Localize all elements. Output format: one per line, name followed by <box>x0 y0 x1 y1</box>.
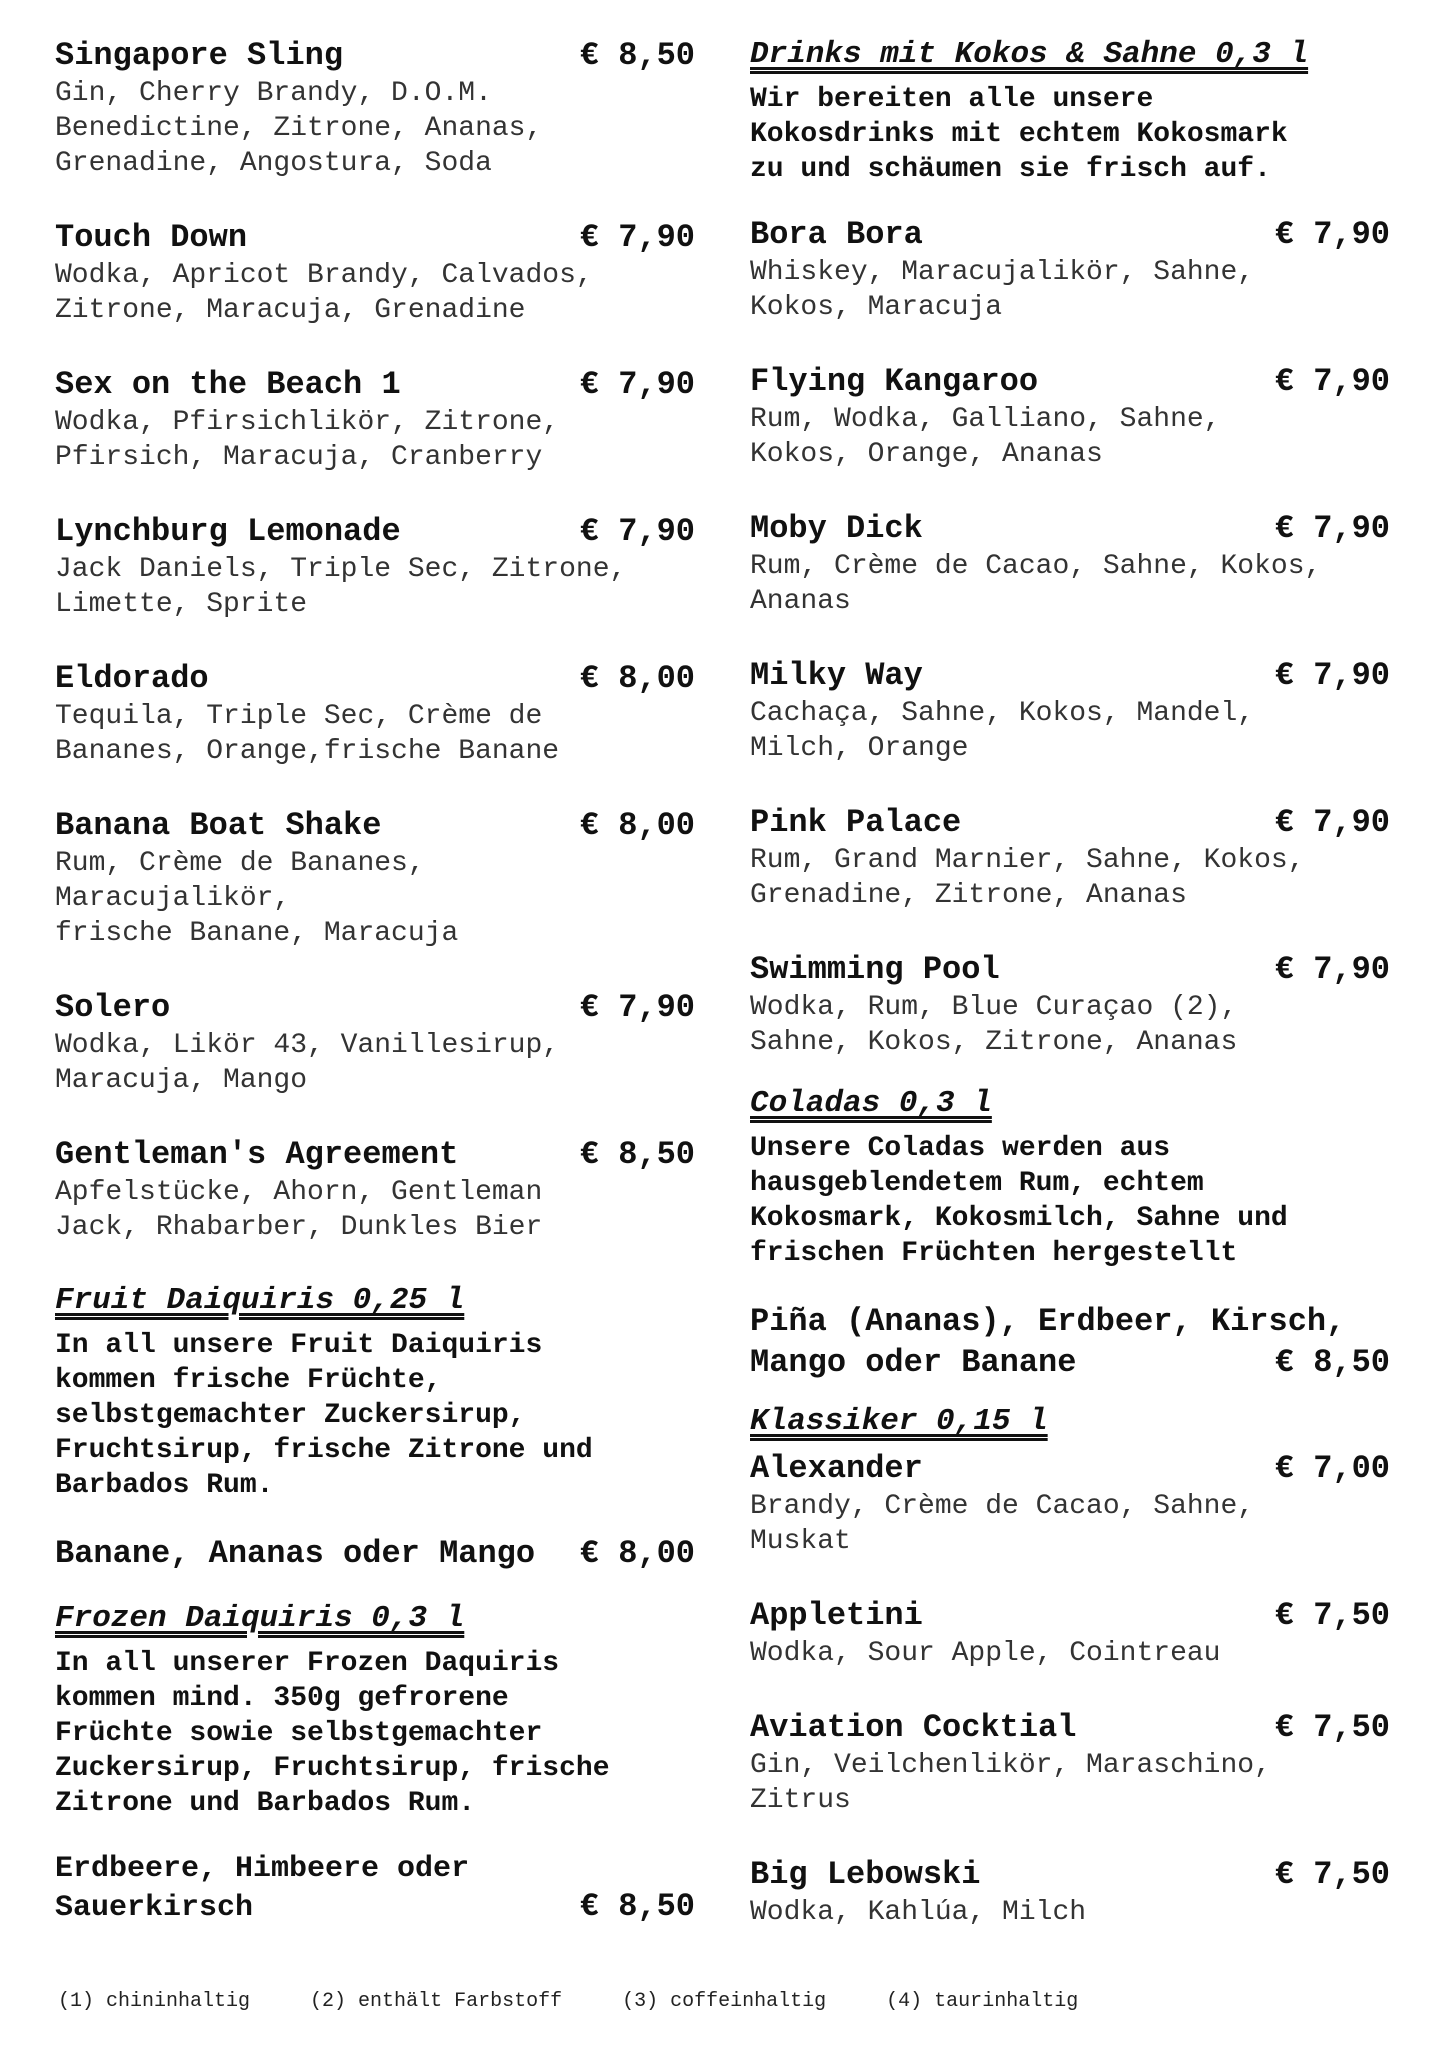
cocktail-list <box>55 36 695 1245</box>
item-ingredients: Wodka, Kahlúa, Milch <box>750 1897 1087 1928</box>
item-ingredients: Rum, Grand Marnier, Sahne, Kokos, Grenadine, Zitrone, Ananas <box>750 845 1305 911</box>
item-price: € 8,00 <box>579 807 695 844</box>
menu-item <box>55 988 695 1098</box>
menu-item <box>750 509 1390 619</box>
item-ingredients: Cachaça, Sahne, Kokos, Mandel, Milch, Orange <box>750 698 1255 764</box>
item-name: Bora Bora <box>750 216 923 253</box>
menu-item <box>750 1596 1390 1671</box>
item-ingredients: Gin, Veilchenlikör, Maraschino, Zitrus <box>750 1750 1271 1816</box>
menu-item <box>750 656 1390 766</box>
footnote: (4) taurinhaltig <box>886 1990 1079 2013</box>
item-name: Singapore Sling <box>55 37 344 74</box>
item-options: Banane, Ananas oder Mango <box>55 1535 536 1572</box>
menu-item <box>55 659 695 769</box>
item-name: Banana Boat Shake <box>55 807 382 844</box>
footnotes <box>58 1990 1126 2013</box>
item-price: € 7,90 <box>579 513 695 550</box>
item-price: € 7,90 <box>1274 804 1390 841</box>
item-ingredients: Wodka, Likör 43, Vanillesirup, Maracuja, Mango <box>55 1030 560 1096</box>
section-heading: Drinks mit Kokos & Sahne 0,3 l <box>750 37 1309 72</box>
item-options: Sauerkirsch <box>55 1891 254 1925</box>
item-price: € 8,00 <box>579 1535 695 1572</box>
section-intro: In all unsere Fruit Daiquiris kommen frische Früchte, selbstgemachter Zuckersirup, Fruchtsirup, frische Zitrone und Barbados Rum. <box>55 1330 593 1501</box>
item-name: Flying Kangaroo <box>750 363 1039 400</box>
item-name: Swimming Pool <box>750 951 1000 988</box>
item-ingredients: Rum, Crème de Bananes, Maracujalikör, frische Banane, Maracuja <box>55 848 459 949</box>
menu-item <box>55 36 695 181</box>
item-name: Eldorado <box>55 660 209 697</box>
cocktail-list <box>750 215 1390 1060</box>
coladas-section <box>750 1085 1390 1383</box>
klassiker-section <box>750 1403 1390 1930</box>
item-ingredients: Rum, Wodka, Galliano, Sahne, Kokos, Orange, Ananas <box>750 404 1221 470</box>
right-column <box>750 36 1390 1967</box>
item-name: Alexander <box>750 1450 923 1487</box>
item-ingredients: Wodka, Pfirsichlikör, Zitrone, Pfirsich, Maracuja, Cranberry <box>55 407 560 473</box>
item-options: Piña (Ananas), Erdbeer, Kirsch, <box>750 1303 1346 1340</box>
item-price: € 8,50 <box>579 37 695 74</box>
cocktail-list <box>750 1449 1390 1930</box>
frozen-daiquiris-section <box>55 1600 695 1927</box>
item-price: € 7,90 <box>1274 216 1390 253</box>
menu-item <box>750 215 1390 325</box>
item-price: € 8,50 <box>579 1888 695 1925</box>
item-ingredients: Wodka, Sour Apple, Cointreau <box>750 1638 1221 1669</box>
item-price: € 7,90 <box>1274 510 1390 547</box>
item-ingredients: Jack Daniels, Triple Sec, Zitrone, Limette, Sprite <box>55 554 627 620</box>
kokos-section <box>750 36 1390 1060</box>
item-name: Big Lebowski <box>750 1856 981 1893</box>
item-price: € 7,50 <box>1274 1709 1390 1746</box>
item-ingredients: Rum, Crème de Cacao, Sahne, Kokos, Ananas <box>750 551 1322 617</box>
footnote: (3) coffeinhaltig <box>622 1990 827 2013</box>
item-name: Pink Palace <box>750 804 962 841</box>
menu-item <box>750 1855 1390 1930</box>
menu-item <box>55 806 695 951</box>
menu-item <box>750 1449 1390 1559</box>
menu-item <box>750 1708 1390 1818</box>
footnote: (2) enthält Farbstoff <box>310 1990 563 2013</box>
section-heading: Fruit Daiquiris 0,25 l <box>55 1283 465 1318</box>
item-ingredients: Wodka, Apricot Brandy, Calvados, Zitrone, Maracuja, Grenadine <box>55 260 593 326</box>
item-price: € 7,90 <box>579 989 695 1026</box>
menu-item <box>750 362 1390 472</box>
item-price: € 7,00 <box>1274 1450 1390 1487</box>
footnote: (1) chininhaltig <box>58 1990 251 2013</box>
section-heading: Klassiker 0,15 l <box>750 1404 1048 1439</box>
item-name: Aviation Cocktial <box>750 1709 1077 1746</box>
item-ingredients: Wodka, Rum, Blue Curaçao (2), Sahne, Kokos, Zitrone, Ananas <box>750 992 1238 1058</box>
menu-item-frozen-daiquiri <box>55 1851 695 1927</box>
item-price: € 7,50 <box>1274 1597 1390 1634</box>
item-price: € 7,90 <box>1274 951 1390 988</box>
section-heading: Frozen Daiquiris 0,3 l <box>55 1601 465 1636</box>
item-name: Solero <box>55 989 171 1026</box>
item-options: Mango oder Banane <box>750 1344 1077 1381</box>
menu-item-colada <box>750 1301 1390 1383</box>
left-column <box>55 36 695 1927</box>
item-name: Appletini <box>750 1597 923 1634</box>
item-price: € 8,50 <box>1274 1344 1390 1381</box>
item-name: Lynchburg Lemonade <box>55 513 401 550</box>
section-heading: Coladas 0,3 l <box>750 1086 992 1121</box>
fruit-daiquiris-section <box>55 1282 695 1574</box>
item-ingredients: Apfelstücke, Ahorn, Gentleman Jack, Rhabarber, Dunkles Bier <box>55 1177 543 1243</box>
menu-item <box>750 950 1390 1060</box>
menu-item <box>55 218 695 328</box>
item-ingredients: Gin, Cherry Brandy, D.O.M. Benedictine, Zitrone, Ananas, Grenadine, Angostura, Soda <box>55 78 543 179</box>
menu-item <box>55 365 695 475</box>
menu-item <box>55 512 695 622</box>
item-price: € 7,90 <box>579 219 695 256</box>
item-ingredients: Tequila, Triple Sec, Crème de Bananes, Orange,frische Banane <box>55 701 560 767</box>
item-name: Moby Dick <box>750 510 923 547</box>
item-price: € 8,00 <box>579 660 695 697</box>
item-price: € 7,90 <box>1274 363 1390 400</box>
item-name: Gentleman's Agreement <box>55 1136 459 1173</box>
section-intro: In all unserer Frozen Daquiris kommen mind. 350g gefrorene Früchte sowie selbstgemachter Zuckersirup, Fruchtsirup, frische Zitrone und Barbados Rum. <box>55 1648 610 1819</box>
item-ingredients: Brandy, Crème de Cacao, Sahne, Muskat <box>750 1491 1255 1557</box>
menu-item-fruit-daiquiri <box>55 1533 695 1574</box>
item-price: € 7,90 <box>1274 657 1390 694</box>
item-name: Sex on the Beach 1 <box>55 366 401 403</box>
section-intro: Wir bereiten alle unsere Kokosdrinks mit echtem Kokosmark zu und schäumen sie frisch auf. <box>750 84 1288 185</box>
item-name: Milky Way <box>750 657 923 694</box>
item-ingredients: Whiskey, Maracujalikör, Sahne, Kokos, Maracuja <box>750 257 1255 323</box>
menu-item <box>55 1135 695 1245</box>
item-name: Touch Down <box>55 219 248 256</box>
section-intro: Unsere Coladas werden aus hausgeblendetem Rum, echtem Kokosmark, Kokosmilch, Sahne und frischen Früchten hergestellt <box>750 1133 1288 1269</box>
item-price: € 7,90 <box>579 366 695 403</box>
item-price: € 7,50 <box>1274 1856 1390 1893</box>
menu-item <box>750 803 1390 913</box>
item-options: Erdbeere, Himbeere oder <box>55 1852 470 1886</box>
item-price: € 8,50 <box>579 1136 695 1173</box>
